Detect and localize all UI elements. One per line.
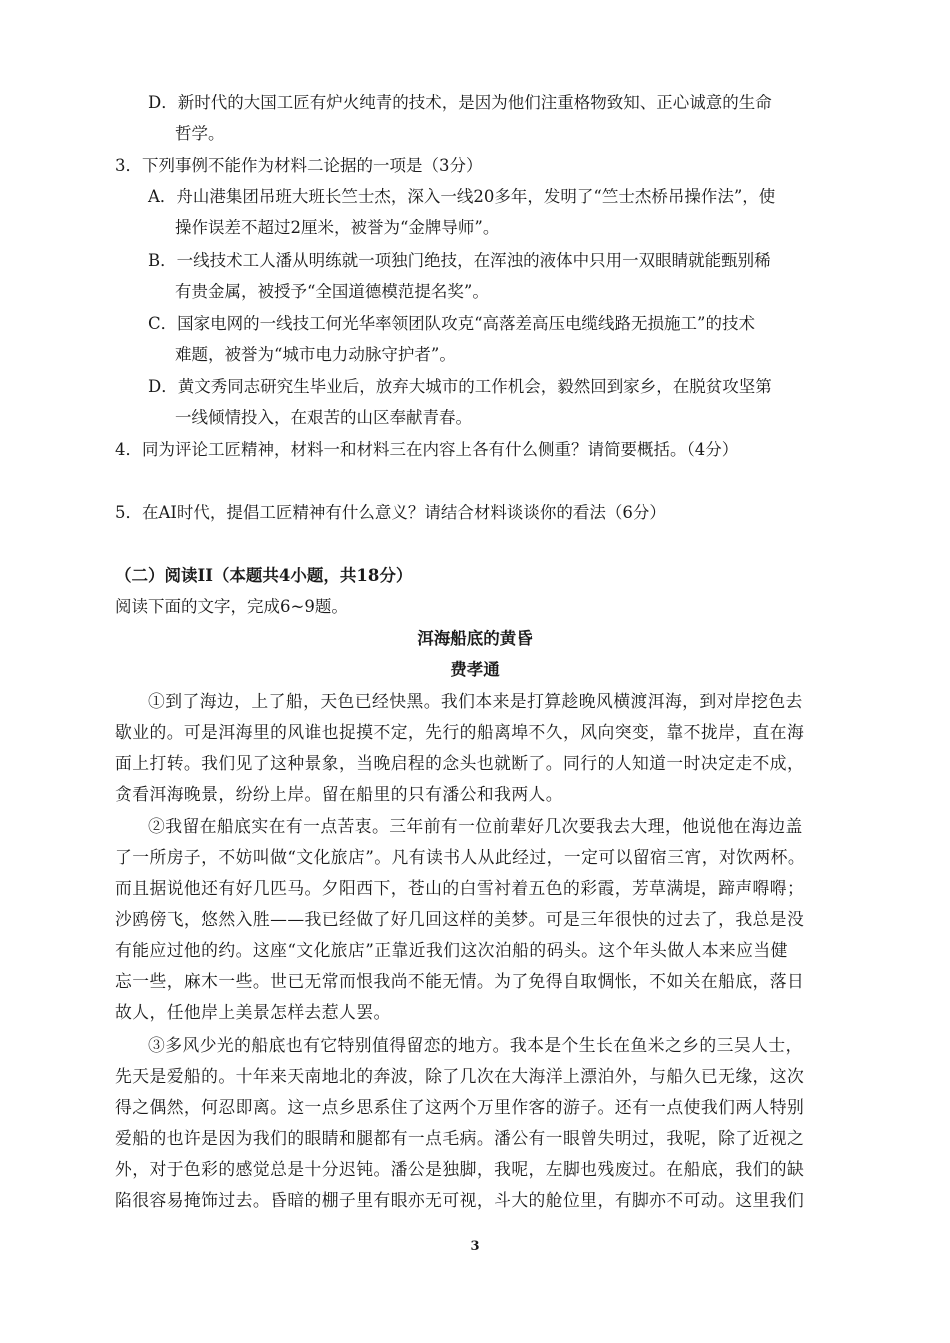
paragraph-2-line: ②我留在船底实在有一点苦衷。三年前有一位前辈好几次要我去大理，他说他在海边盖 bbox=[148, 816, 803, 836]
section-heading: （二）阅读II（本题共4小题，共18分） bbox=[115, 566, 413, 585]
q3-option-c-line1: C．国家电网的一线技工何光华率领团队攻克“高落差高压电缆线路无损施工”的技术 bbox=[148, 314, 755, 333]
q3-stem: 3．下列事例不能作为材料二论据的一项是（3分） bbox=[115, 156, 483, 175]
paragraph-3-line: 外，对于色彩的感觉总是十分迟钝。潘公是独脚，我呢，左脚也残废过。在船底，我们的缺 bbox=[115, 1159, 805, 1179]
paragraph-1-line: 贪看洱海晚景，纷纷上岸。留在船里的只有潘公和我两人。 bbox=[115, 784, 564, 804]
q3-option-b-line2: 有贵金属，被授予“全国道德模范提名奖”。 bbox=[175, 282, 489, 301]
paragraph-2-line: 了一所房子，不妨叫做“文化旅店”。凡有读书人从此经过，一定可以留宿三宵，对饮两杯。 bbox=[115, 847, 806, 867]
paragraph-2-line: 故人，任他岸上美景怎样去惹人罢。 bbox=[115, 1002, 391, 1022]
paragraph-3-line: 陷很容易掩饰过去。昏暗的棚子里有眼亦无可视，斗大的舱位里，有脚亦不可动。这里我们 bbox=[115, 1190, 805, 1210]
paragraph-3-line: 爱船的也许是因为我们的眼睛和腿都有一点毛病。潘公有一眼曾失明过，我呢，除了近视之 bbox=[115, 1128, 805, 1148]
paragraph-2-line: 有能应过他的约。这座“文化旅店”正靠近我们这次泊船的码头。这个年头做人本来应当健 bbox=[115, 940, 788, 960]
q5-stem: 5．在AI时代，提倡工匠精神有什么意义？请结合材料谈谈你的看法（6分） bbox=[115, 503, 666, 522]
q2-option-d-line2: 哲学。 bbox=[175, 124, 225, 143]
paragraph-1-line: 歇业的。可是洱海里的风谁也捉摸不定，先行的船离埠不久，风向突变，靠不拢岸，直在海 bbox=[115, 722, 805, 742]
paragraph-3-line: 得之偶然，何忍即离。这一点乡思系住了这两个万里作客的游子。还有一点使我们两人特别 bbox=[115, 1097, 805, 1117]
q4-stem: 4．同为评论工匠精神，材料一和材料三在内容上各有什么侧重？请简要概括。（4分） bbox=[115, 440, 739, 459]
q2-option-d-line1: D．新时代的大国工匠有炉火纯青的技术，是因为他们注重格物致知、正心诚意的生命 bbox=[148, 93, 772, 112]
q3-option-c-line2: 难题，被誉为“城市电力动脉守护者”。 bbox=[175, 345, 456, 364]
q3-option-d-line2: 一线倾情投入，在艰苦的山区奉献青春。 bbox=[175, 408, 472, 427]
section-instruction: 阅读下面的文字，完成6~9题。 bbox=[115, 597, 348, 616]
article-title: 洱海船底的黄昏 bbox=[417, 629, 533, 648]
paragraph-2-line: 沙鸥傍飞，悠然入胜——我已经做了好几回这样的美梦。可是三年很快的过去了，我总是没 bbox=[115, 909, 805, 929]
paragraph-2-line: 忘一些，麻木一些。世已无常而恨我尚不能无情。为了免得自取惆怅，不如关在船底，落日 bbox=[115, 971, 805, 991]
q3-option-a-line1: A．舟山港集团吊班大班长竺士杰，深入一线20多年，发明了“竺士杰桥吊操作法”，使 bbox=[148, 187, 776, 206]
q3-option-a-line2: 操作误差不超过2厘米，被誉为“金牌导师”。 bbox=[175, 218, 500, 237]
paragraph-3-line: 先天是爱船的。十年来天南地北的奔波，除了几次在大海洋上漂泊外，与船久已无缘，这次 bbox=[115, 1066, 805, 1086]
q3-option-b-line1: B．一线技术工人潘从明练就一项独门绝技，在浑浊的液体中只用一双眼睛就能甄别稀 bbox=[148, 251, 771, 270]
q3-option-d-line1: D．黄文秀同志研究生毕业后，放弃大城市的工作机会，毅然回到家乡，在脱贫攻坚第 bbox=[148, 377, 772, 396]
page-number: 3 bbox=[470, 1239, 480, 1254]
paragraph-3-line: ③多风少光的船底也有它特别值得留恋的地方。我本是个生长在鱼米之乡的三吴人士， bbox=[148, 1035, 803, 1055]
paragraph-1-line: 面上打转。我们见了这种景象，当晚启程的念头也就断了。同行的人知道一时决定走不成， bbox=[115, 753, 805, 773]
article-author: 费孝通 bbox=[450, 660, 500, 679]
paragraph-1-line: ①到了海边，上了船，天色已经快黑。我们本来是打算趁晚风横渡洱海，到对岸挖色去 bbox=[148, 691, 803, 711]
paragraph-2-line: 而且据说他还有好几匹马。夕阳西下，苍山的白雪衬着五色的彩霞，芳草满堤，蹄声嘚嘚； bbox=[115, 878, 805, 898]
